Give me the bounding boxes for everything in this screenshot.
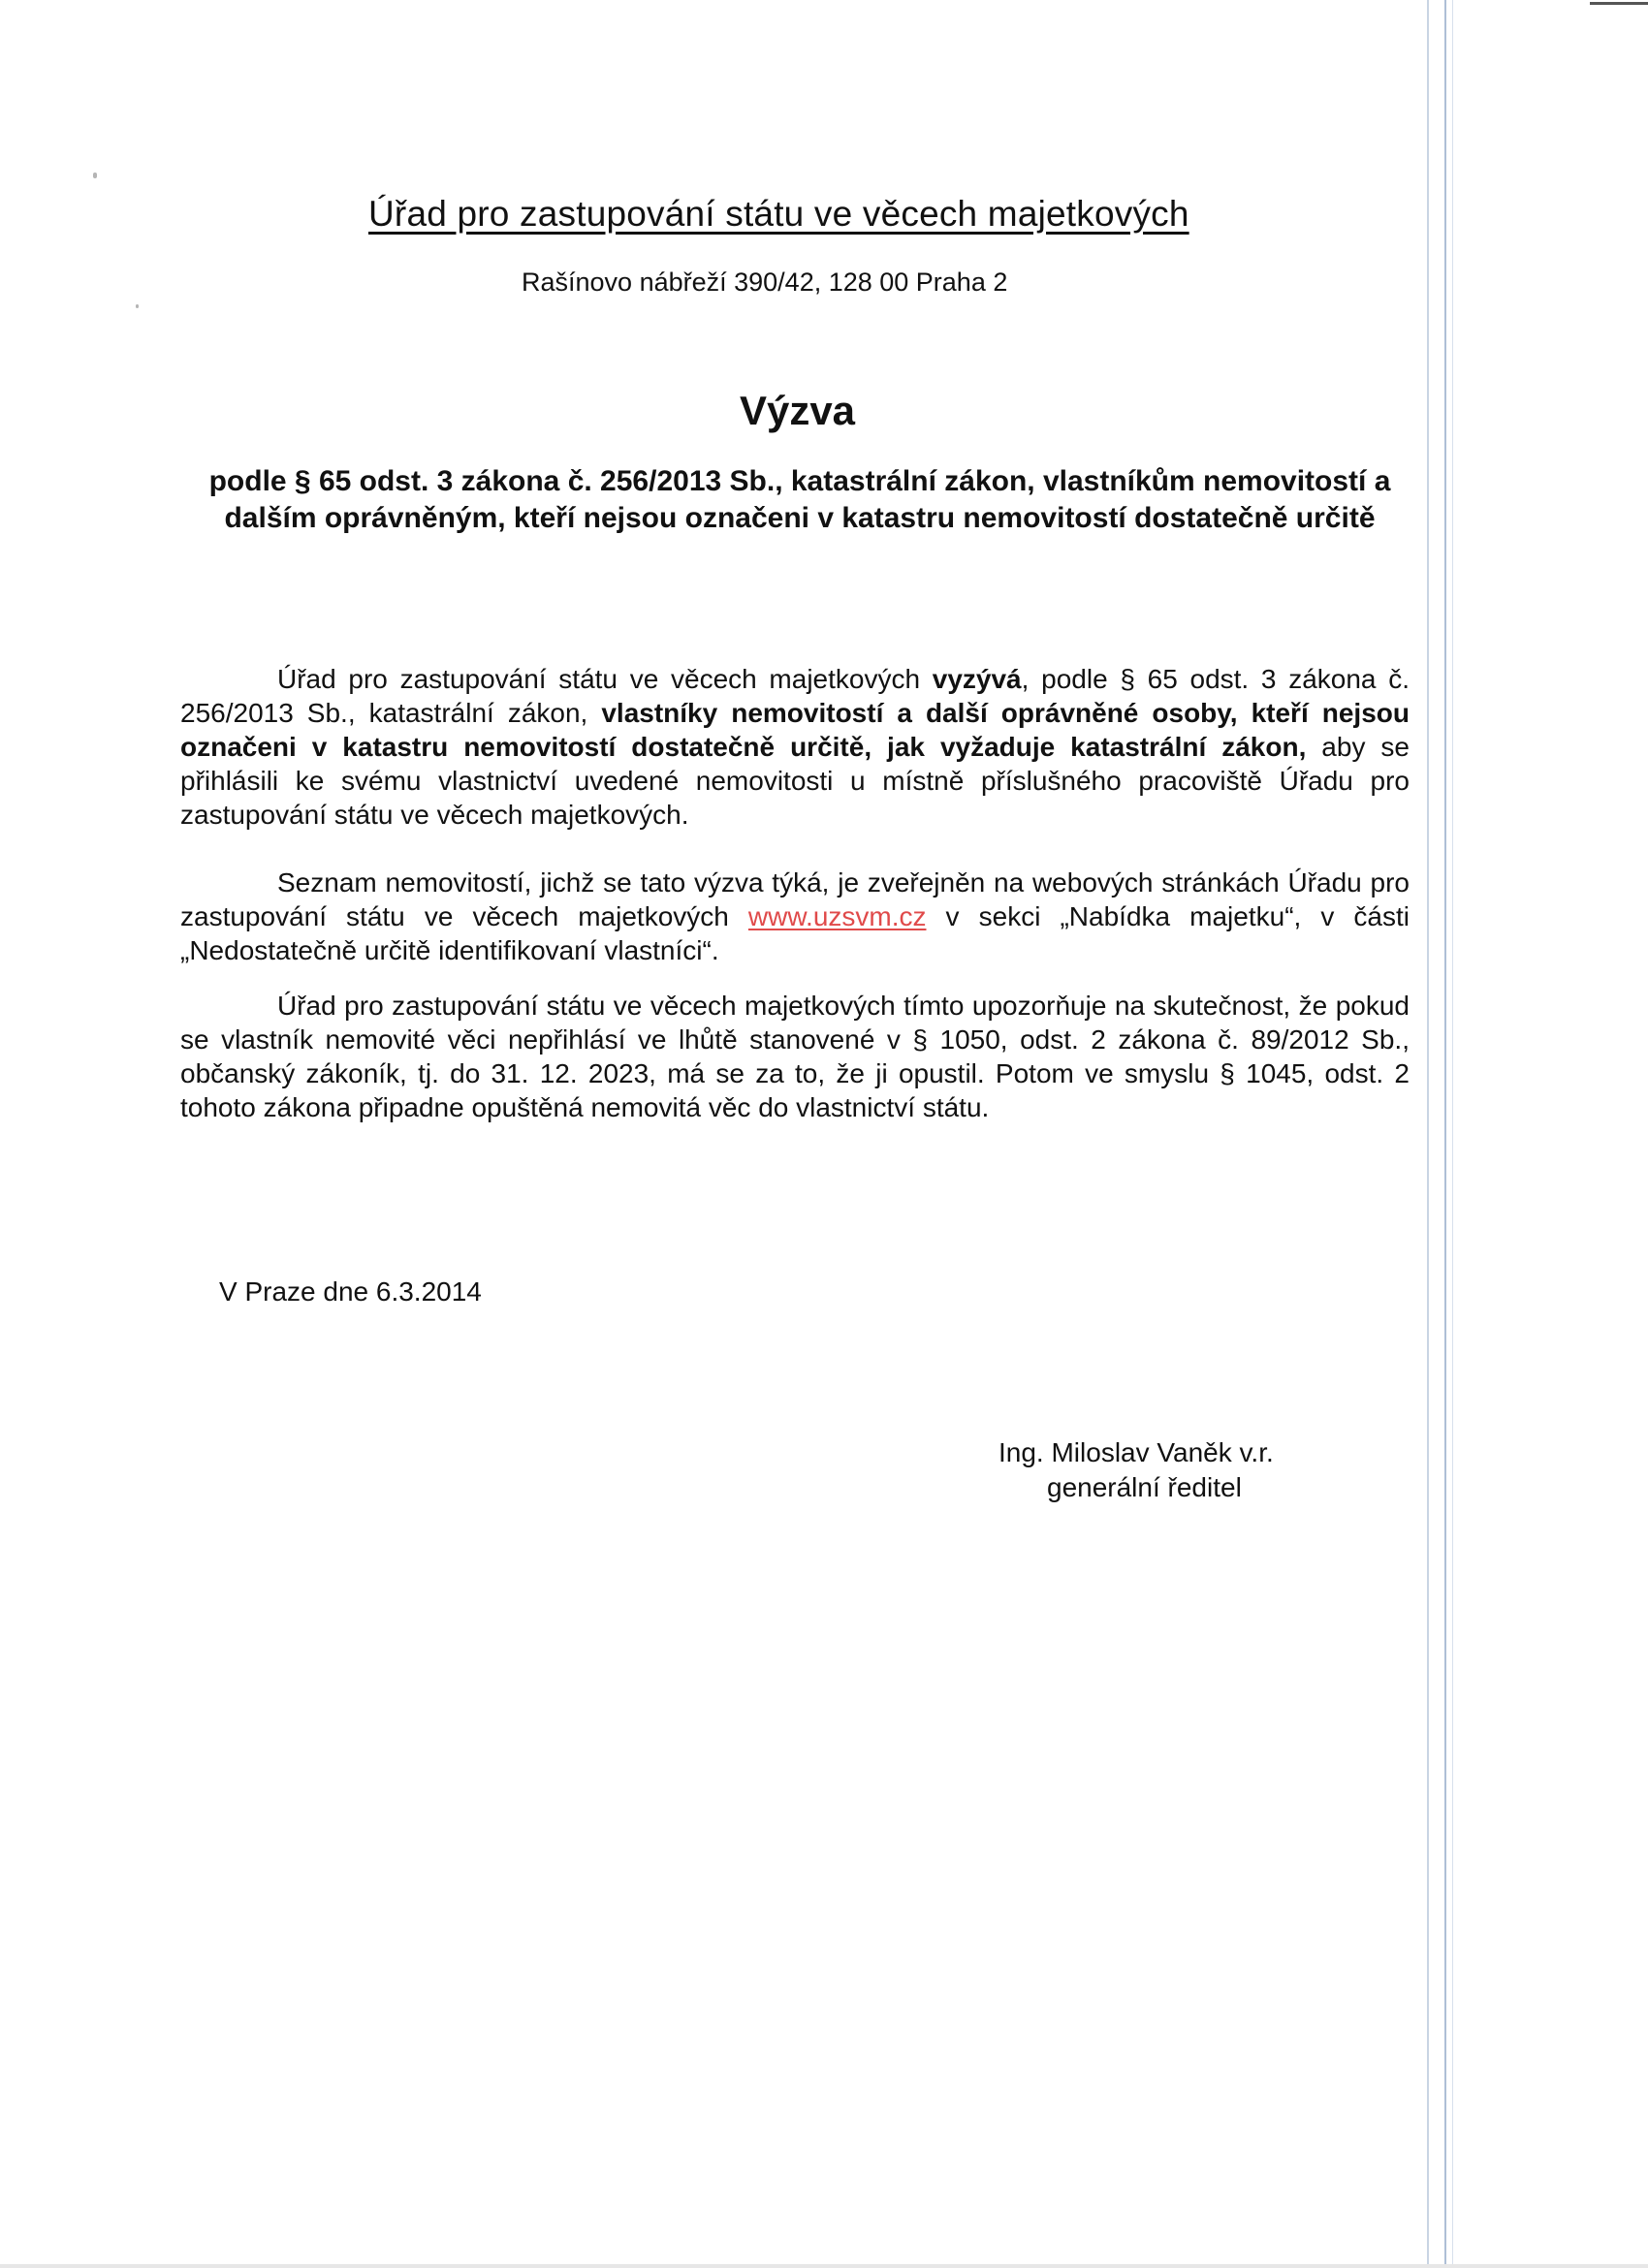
paragraph-2-text: Seznam nemovitostí, jichž se tato výzva týká, je zveřejněn na webových stránkách Úřadu pro zastupování státu ve věcech majetkových [180, 867, 1410, 931]
scan-speck [136, 304, 139, 308]
paragraph-3: Úřad pro zastupování státu ve věcech majetkových tímto upozorňuje na skutečnost, že pokud se vlastník nemovité věci nepřihlásí ve lhůtě stanovené v § 1050, odst. 2 zákona č. 89/2012 Sb., občanský zákoník, tj. do 31. 12. 2023, má se za to, že ji opustil. Potom ve smyslu § 1045, odst. 2 tohoto zákona připadne opuštěná nemovitá věc do vlastnictví státu. [180, 991, 1410, 1122]
document-title: Výzva [739, 388, 856, 433]
scan-speck [93, 173, 97, 178]
scan-corner-mark [1590, 2, 1648, 5]
paragraph-1-bold: vlastníky nemovitostí a další oprávněné osoby, kteří nejsou označeni v katastru nemovitostí dostatečně určitě, jak vyžaduje katastrální zákon, [180, 698, 1410, 762]
signatory-role: generální ředitel [1047, 1472, 1242, 1502]
paragraph-1 [180, 662, 1410, 832]
place-and-date: V Praze dne 6.3.2014 [219, 1276, 482, 1307]
scan-edge-line [1452, 0, 1453, 2268]
document-subtitle: podle § 65 odst. 3 zákona č. 256/2013 Sb., katastrální zákon, vlastníkům nemovitostí a dalším oprávněným, kteří nejsou označeni v katastru nemovitostí dostatečně určitě [208, 465, 1391, 534]
organization-address: Rašínovo nábřeží 390/42, 128 00 Praha 2 [522, 268, 1008, 297]
website-link[interactable]: www.uzsvm.cz [747, 901, 927, 931]
paragraph-1-bold: vyzývá [932, 664, 1022, 694]
paragraph-2 [180, 866, 1410, 967]
paragraph-1-text: , podle § 65 odst. 3 zákona č. 256/2013 Sb., katastrální zákon, [180, 664, 1410, 728]
signatory-name: Ing. Miloslav Vaněk v.r. [998, 1437, 1274, 1467]
paragraph-1-text: aby se přihlásili ke svému vlastnictví uvedené nemovitosti u místně příslušného pracoviště Úřadu pro zastupování státu ve věcech majetkových. [180, 732, 1410, 830]
scan-edge-line [1444, 0, 1446, 2268]
paragraph-1-text: Úřad pro zastupování státu ve věcech majetkových [277, 664, 933, 694]
scan-bottom-edge [0, 2264, 1648, 2268]
scan-edge-line [1427, 0, 1429, 2268]
organization-heading: Úřad pro zastupování státu ve věcech majetkových [368, 194, 1189, 234]
paragraph-2-text: v sekci „Nabídka majetku“, v části „Nedostatečně určitě identifikovaní vlastníci“. [180, 901, 1410, 965]
